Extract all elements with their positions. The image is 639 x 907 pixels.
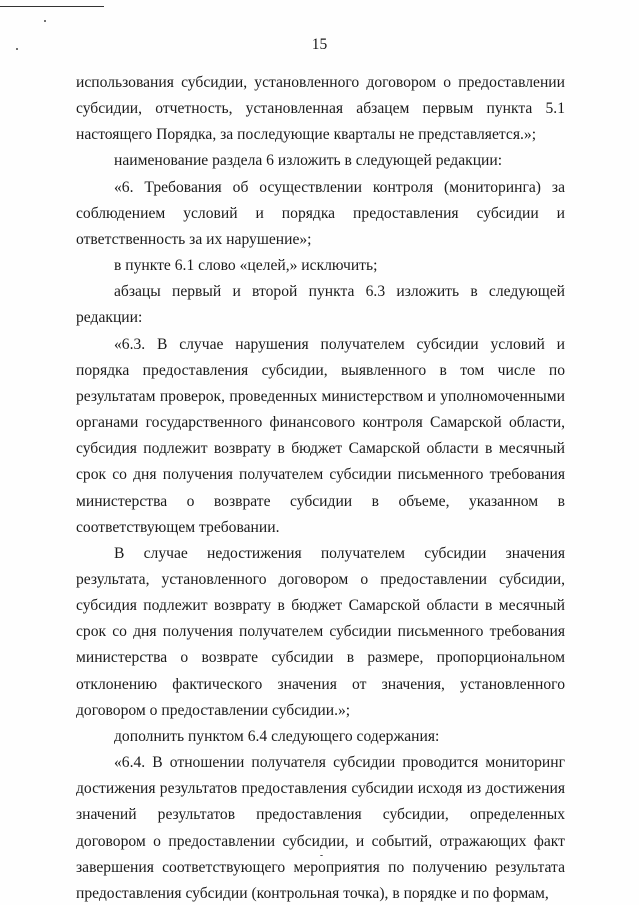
paragraph-item-6-4-instruction: дополнить пунктом 6.4 следующего содержания: [114, 727, 440, 745]
paragraph-item-6-3-instruction: абзацы первый и второй пункта 6.3 изложить в следующей редакции: [76, 283, 565, 327]
document-body [76, 70, 565, 907]
scan-speck [44, 20, 46, 22]
paragraph-continuation: использования субсидии, установленного договором о предоставлении субсидии, отчетность, установленная абзацем первым пункта 5.1 настоящего Порядка, за последующие кварталы не представляется.»; [76, 74, 565, 144]
paragraph-item-6-1: в пункте 6.1 слово «целей,» исключить; [114, 257, 378, 275]
page-number: 15 [311, 36, 328, 53]
paragraph-item-6-3-second: В случае недостижения получателем субсидии значения результата, установленного договором о предоставлении субсидии, субсидия подлежит возврату в бюджет Самарской области в месячный срок со дня получения получателем субсидии письменного требования министерства о возврате субсидии в размере, пропорциональном отклонению фактического значения от значения, установленного договором о предоставлении субсидии.»; [76, 544, 565, 719]
paragraph-section-6-title-instruction: наименование раздела 6 изложить в следующей редакции: [114, 152, 503, 170]
paragraph-item-6-4: «6.4. В отношении получателя субсидии проводится мониторинг достижения результатов предоставления субсидии исходя из достижения значений результатов предоставления субсидии, определенных договором о предоставлении субсидии, и событий, отражающих факт завершения соответствующего мероприятия по получению результата предоставления субсидии (контрольная точка), в порядке и по формам, [76, 754, 565, 902]
paragraph-section-6-title: «6. Требования об осуществлении контроля (мониторинга) за соблюдением условий и порядка предоставления субсидии и ответственность за их нарушение»; [76, 178, 565, 248]
scan-artifact-line [0, 6, 104, 7]
paragraph-item-6-3-first: «6.3. В случае нарушения получателем субсидии условий и порядка предоставления субсидии, выявленного в том числе по результатам проверок, проведенных министерством и уполномоченными органами государственного финансового контроля Самарской области, субсидия подлежит возврату в бюджет Самарской области в месячный срок со дня получения получателем субсидии письменного требования министерства о возврате субсидии в объеме, указанном в соответствующем требовании. [76, 335, 565, 536]
